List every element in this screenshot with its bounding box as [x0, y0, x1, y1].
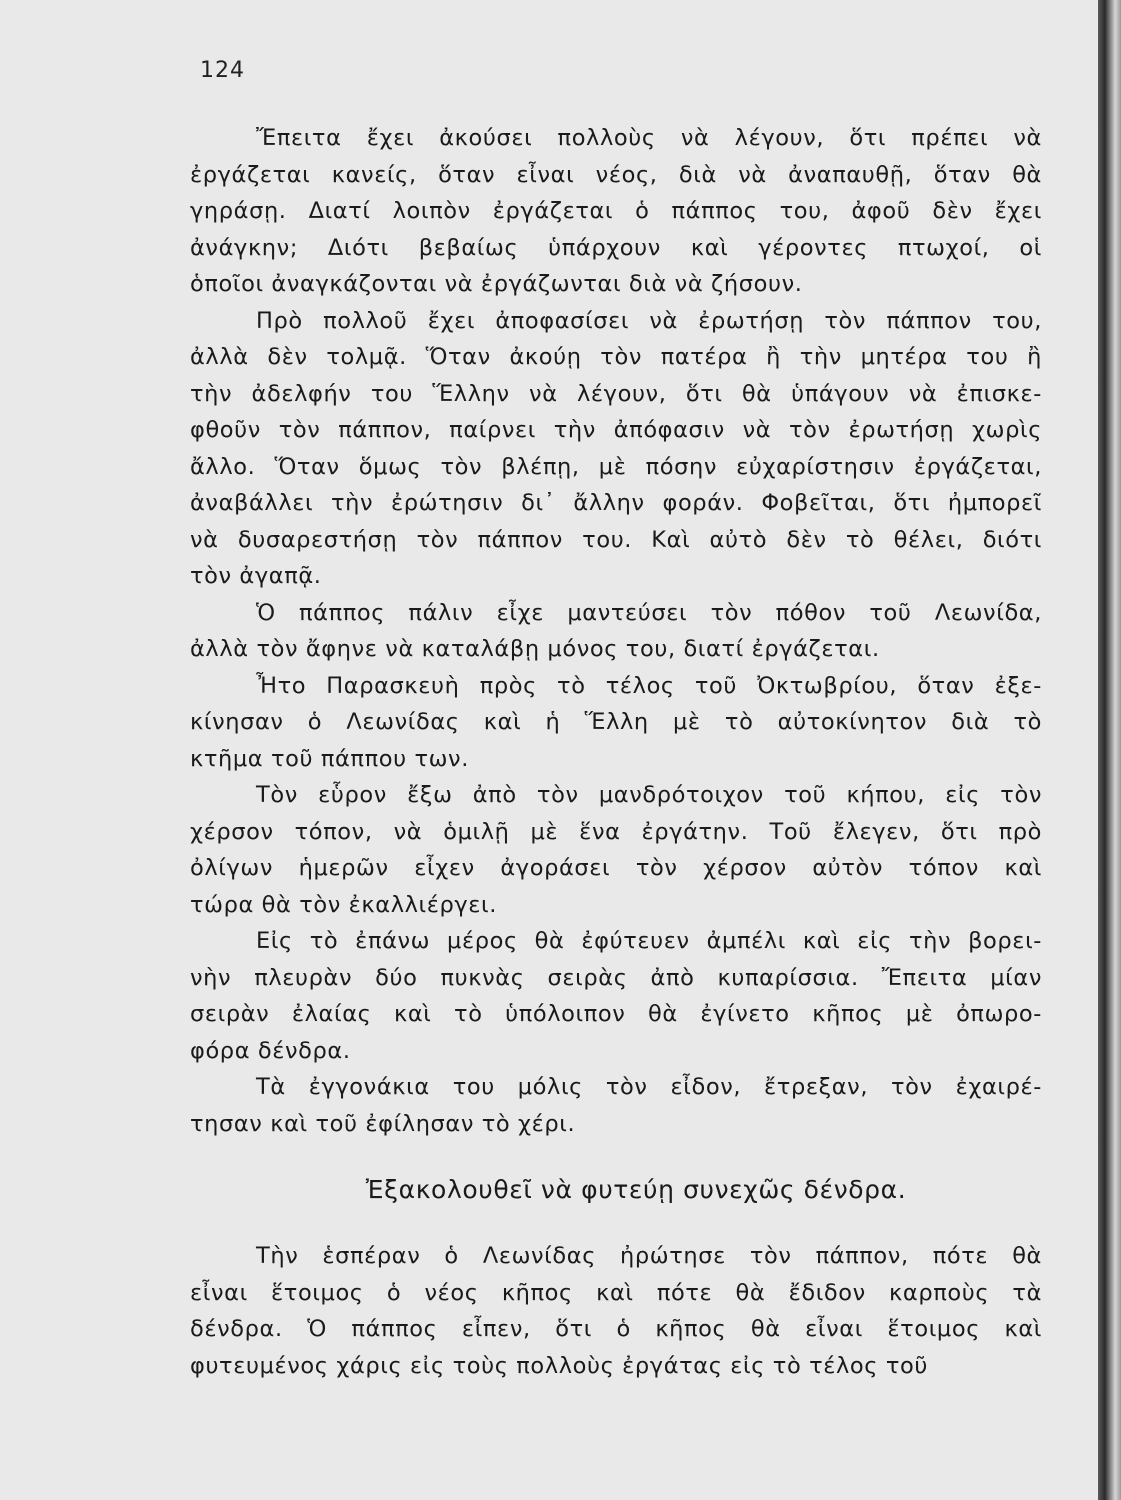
section-heading: Ἐξακολουθεῖ νὰ φυτεύῃ συνεχῶς δένδρα. [365, 1175, 907, 1204]
paragraph [190, 120, 1042, 303]
paragraph [190, 1069, 1042, 1142]
text-line: ὁποῖοι ἀναγκάζονται νὰ ἐργάζωνται διὰ νὰ ζήσουν. [190, 271, 803, 297]
text-line: τὴν ἀδελφήν του Ἕλλην νὰ λέγουν, ὅτι θὰ ὑπάγουν νὰ ἐπισκε- [190, 380, 1042, 407]
text-line: Τὰ ἐγγονάκια του μόλις τὸν εἶδον, ἔτρεξαν, τὸν ἐχαιρέ- [256, 1074, 1042, 1100]
page-number: 124 [200, 58, 245, 83]
text-line: ἀναβάλλει τὴν ἐρώτησιν δι᾽ ἄλλην φοράν. Φοβεῖται, ὅτι ἠμπορεῖ [190, 490, 1042, 516]
text-line: εἶναι ἕτοιμος ὁ νέος κῆπος καὶ πότε θὰ ἔδιδον καρποὺς τὰ [190, 1279, 1042, 1306]
text-line: ἀλλὰ τὸν ἄφηνε νὰ καταλάβῃ μόνος του, διατί ἐργάζεται. [190, 636, 880, 662]
text-line: κτῆμα τοῦ πάππου των. [190, 745, 469, 772]
text-line: Ἦτο Παρασκευὴ πρὸς τὸ τέλος τοῦ Ὀκτωβρίου, ὅταν ἐξε- [256, 672, 1042, 699]
text-line: ὀλίγων ἡμερῶν εἶχεν ἀγοράσει τὸν χέρσον αὐτὸν τόπον καὶ [190, 855, 1042, 881]
text-line: Πρὸ πολλοῦ ἔχει ἀποφασίσει νὰ ἐρωτήσῃ τὸν πάππον του, [256, 307, 1042, 334]
text-line: κίνησαν ὁ Λεωνίδας καὶ ἡ Ἕλλη μὲ τὸ αὐτοκίνητον διὰ τὸ [190, 709, 1042, 735]
paragraphs-before-heading [190, 120, 1042, 1142]
text-line: Ὁ πάππος πάλιν εἶχε μαντεύσει τὸν πόθον τοῦ Λεωνίδα, [256, 599, 1042, 626]
text-line: δένδρα. Ὁ πάππος εἶπεν, ὅτι ὁ κῆπος θὰ εἶναι ἕτοιμος καὶ [190, 1316, 1042, 1342]
text-line: φυτευμένος χάρις εἰς τοὺς πολλοὺς ἐργάτας εἰς τὸ τέλος τοῦ [190, 1352, 928, 1379]
paragraph [190, 668, 1042, 778]
text-line: ἀλλὰ δὲν τολμᾷ. Ὅταν ἀκούῃ τὸν πατέρα ἢ τὴν μητέρα του ἢ [190, 344, 1042, 370]
paragraphs-after-heading [190, 1238, 1042, 1384]
text-line: νὰ δυσαρεστήσῃ τὸν πάππον του. Καὶ αὐτὸ δὲν τὸ θέλει, διότι [190, 526, 1042, 553]
text-line: γηράσῃ. Διατί λοιπὸν ἐργάζεται ὁ πάππος του, ἀφοῦ δὲν ἔχει [190, 198, 1042, 224]
text-line: Τὸν εὗρον ἔξω ἀπὸ τὸν μανδρότοιχον τοῦ κήπου, εἰς τὸν [256, 782, 1042, 808]
text-line: ἐργάζεται κανείς, ὅταν εἶναι νέος, διὰ νὰ ἀναπαυθῇ, ὅταν θὰ [190, 161, 1042, 188]
paragraph [190, 303, 1042, 595]
text-line: Ἔπειτα ἔχει ἀκούσει πολλοὺς νὰ λέγουν, ὅτι πρέπει νὰ [256, 125, 1042, 151]
text-line: τησαν καὶ τοῦ ἐφίλησαν τὸ χέρι. [190, 1110, 576, 1137]
text-line: τὸν ἀγαπᾷ. [190, 563, 322, 589]
text-line: Εἰς τὸ ἐπάνω μέρος θὰ ἐφύτευεν ἀμπέλι καὶ εἰς τὴν βορει- [256, 928, 1042, 954]
text-line: χέρσον τόπον, νὰ ὁμιλῇ μὲ ἕνα ἐργάτην. Τοῦ ἔλεγεν, ὅτι πρὸ [190, 818, 1042, 845]
text-line: νὴν πλευρὰν δύο πυκνὰς σειρὰς ἀπὸ κυπαρίσσια. Ἔπειτα μίαν [190, 964, 1042, 991]
text-line: ἀνάγκην; Διότι βεβαίως ὑπάρχουν καὶ γέροντες πτωχοί, οἱ [190, 234, 1042, 261]
text-line: Τὴν ἑσπέραν ὁ Λεωνίδας ἠρώτησε τὸν πάππον, πότε θὰ [256, 1243, 1042, 1269]
paragraph [190, 595, 1042, 668]
body-text [190, 120, 1042, 1384]
text-line: φθοῦν τὸν πάππον, παίρνει τὴν ἀπόφασιν νὰ τὸν ἐρωτήσῃ χωρὶς [190, 417, 1042, 443]
text-line: ἄλλο. Ὅταν ὅμως τὸν βλέπῃ, μὲ πόσην εὐχαρίστησιν ἐργάζεται, [190, 453, 1042, 480]
text-line: τώρα θὰ τὸν ἐκαλλιέργει. [190, 891, 498, 918]
paragraph [190, 923, 1042, 1069]
paragraph [190, 1238, 1042, 1384]
book-spine-shadow [1098, 0, 1121, 1500]
text-line: σειρὰν ἐλαίας καὶ τὸ ὑπόλοιπον θὰ ἐγίνετο κῆπος μὲ ὀπωρο- [190, 1001, 1042, 1027]
text-line: φόρα δένδρα. [190, 1037, 351, 1064]
paragraph [190, 777, 1042, 923]
